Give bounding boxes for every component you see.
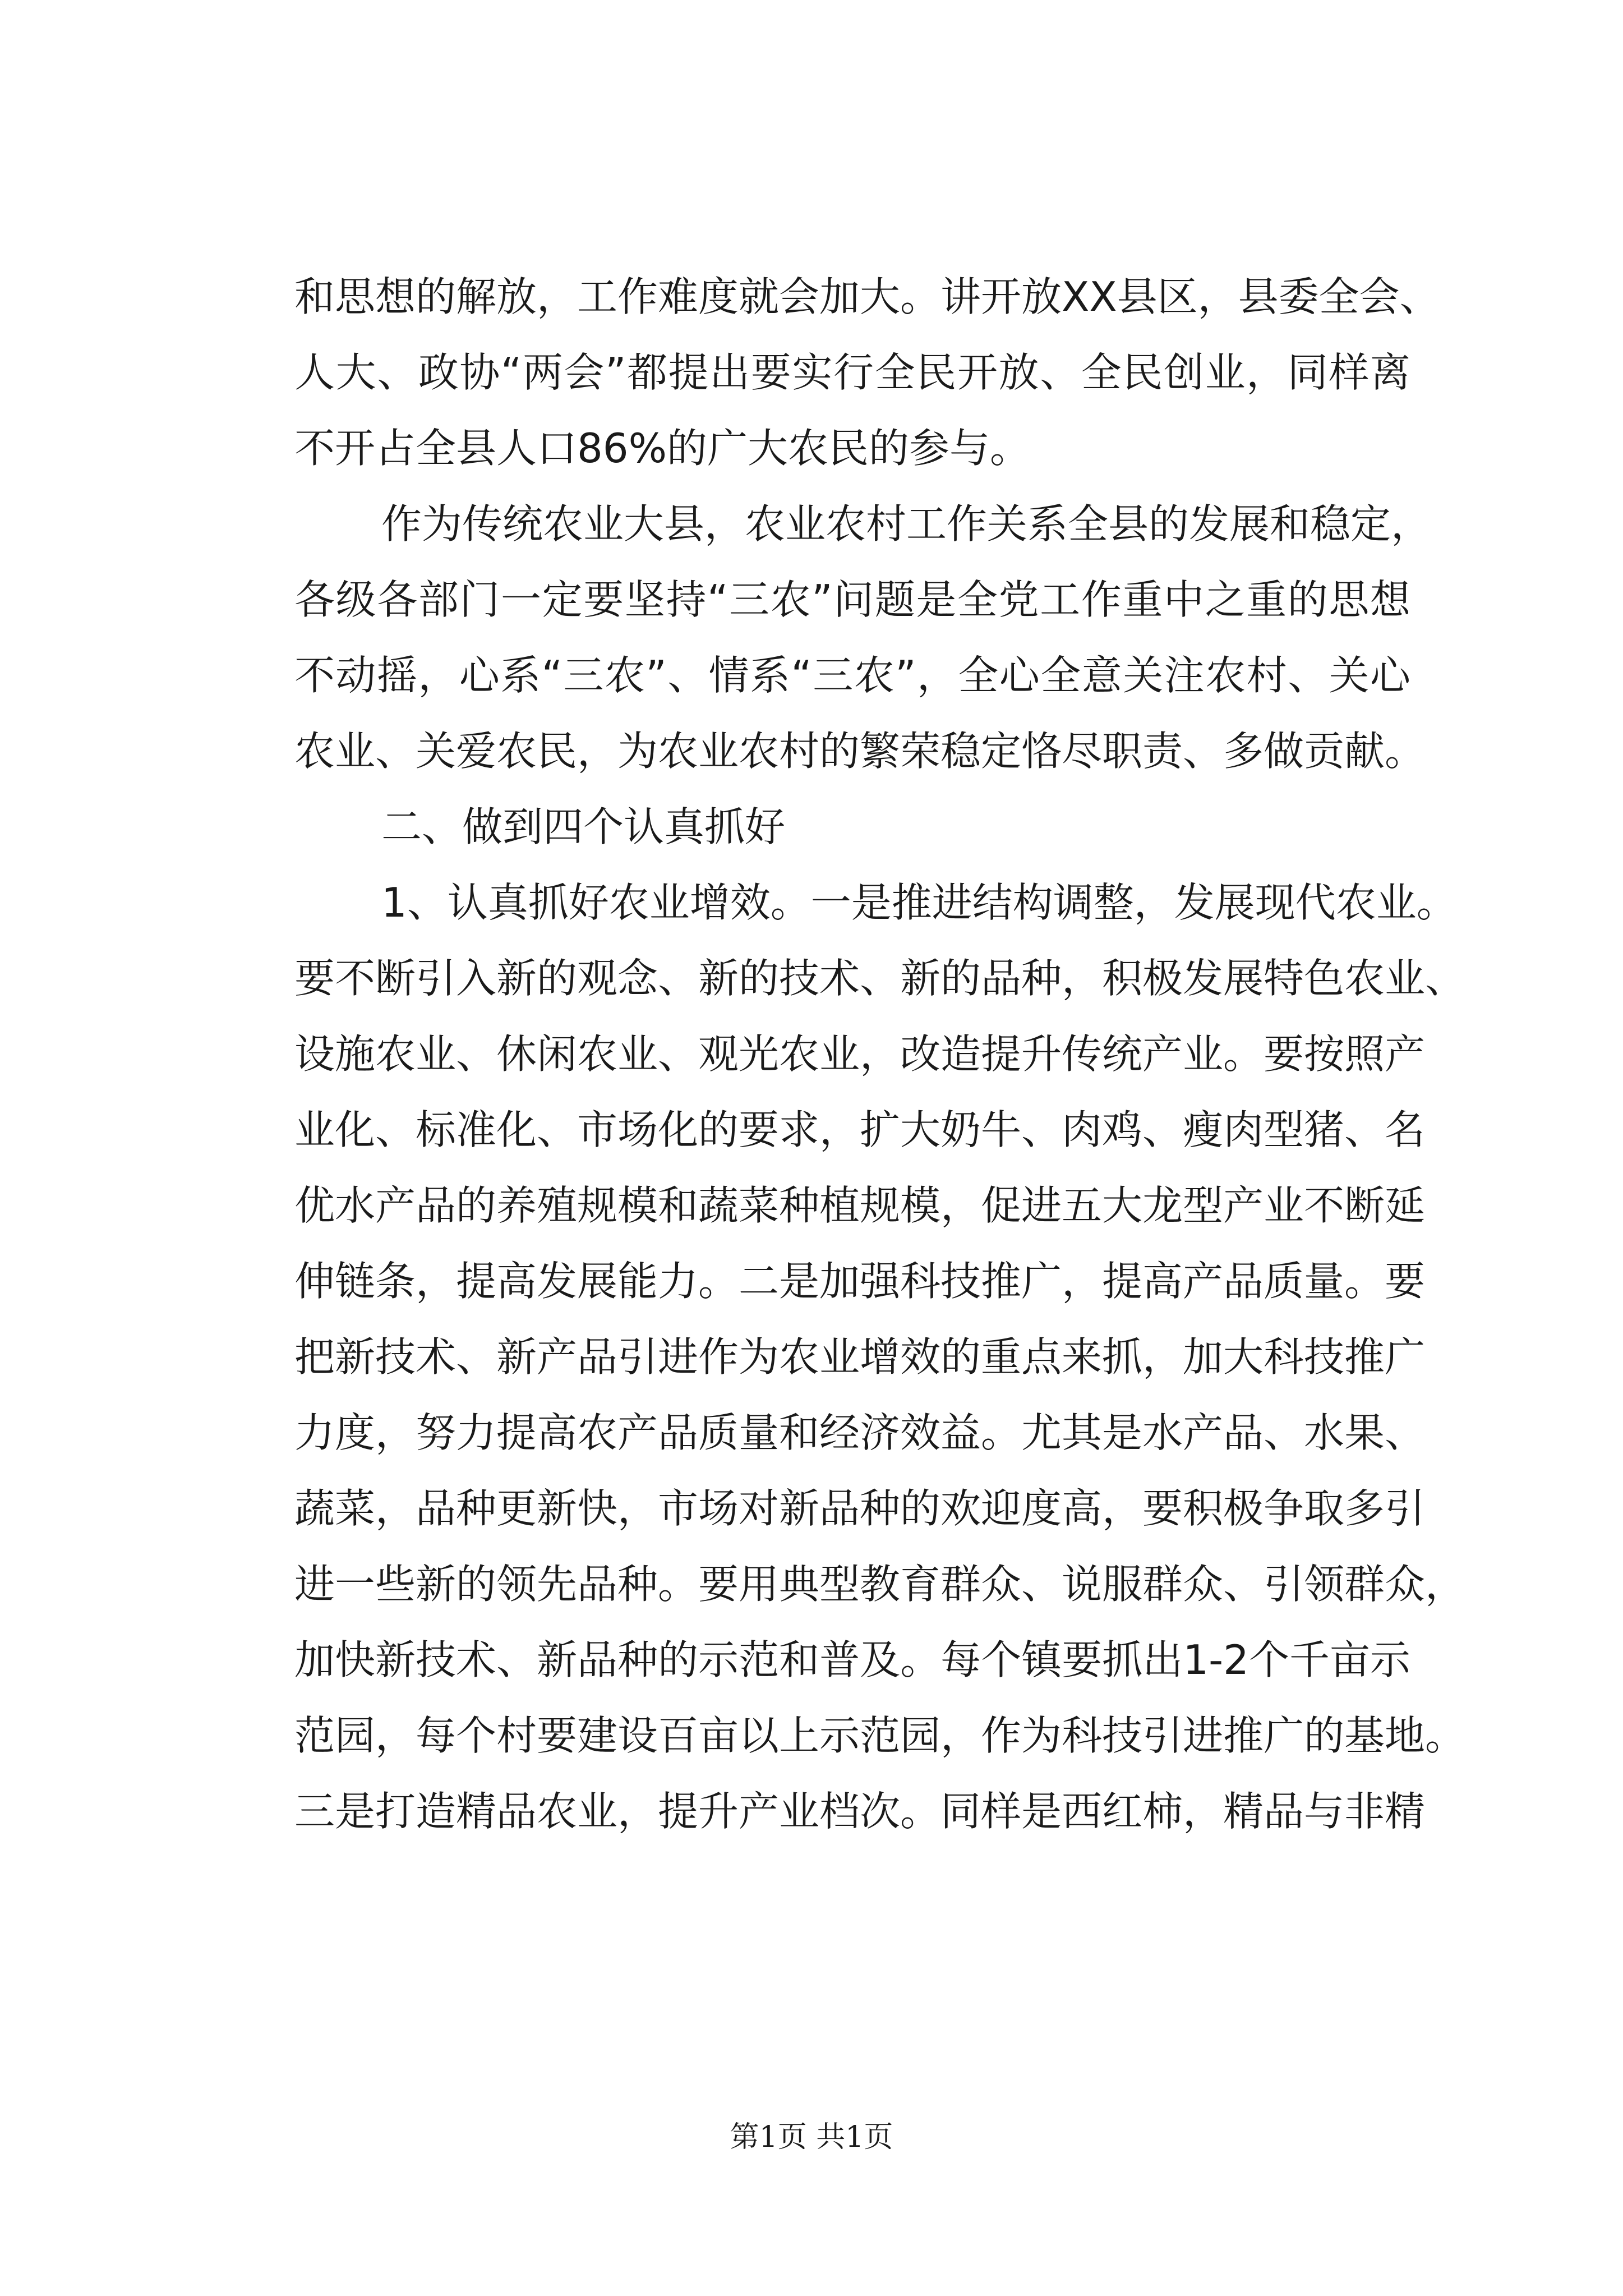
text-line: 作为传统农业大县，农业农村工作关系全县的发展和稳定， <box>381 500 1432 547</box>
text-line: 要不断引入新的观念、新的技术、新的品种，积极发展特色农业、 <box>294 955 1466 1002</box>
text-line: 农业、关爱农民，为农业农村的繁荣稳定恪尽职责、多做贡献。 <box>294 728 1426 775</box>
text-line: 蔬菜，品种更新快，市场对新品种的欢迎度高，要积极争取多引 <box>294 1485 1426 1532</box>
text-line: 伸链条，提高发展能力。二是加强科技推广，提高产品质量。要 <box>294 1258 1426 1305</box>
text-line: 加快新技术、新品种的示范和普及。每个镇要抓出1-2个千亩示 <box>294 1636 1410 1683</box>
text-line: 不动摇，心系“三农”、情系“三农”，全心全意关注农村、关心 <box>294 652 1410 699</box>
text-line: 人大、政协“两会”都提出要实行全民开放、全民创业，同样离 <box>294 349 1410 396</box>
text-line: 三是打造精品农业，提升产业档次。同样是西红柿，精品与非精 <box>294 1788 1426 1835</box>
text-line: 业化、标准化、市场化的要求，扩大奶牛、肉鸡、瘦肉型猪、名 <box>294 1106 1426 1153</box>
document-body <box>294 259 1466 1849</box>
section-heading: 二、做到四个认真抓好 <box>381 803 786 850</box>
text-line: 和思想的解放，工作难度就会加大。讲开放XX县区，县委全会、 <box>294 273 1440 320</box>
text-line: 1、认真抓好农业增效。一是推进结构调整，发展现代农业。 <box>381 879 1457 926</box>
page-footer <box>0 2118 1623 2157</box>
text-line: 不开占全县人口86%的广大农民的参与。 <box>294 425 1031 472</box>
text-line: 把新技术、新产品引进作为农业增效的重点来抓，加大科技推广 <box>294 1333 1426 1381</box>
text-line: 设施农业、休闲农业、观光农业，改造提升传统产业。要按照产 <box>294 1030 1426 1078</box>
page-number-label: 第1页 共1页 <box>730 2120 893 2154</box>
text-line: 范园，每个村要建设百亩以上示范园，作为科技引进推广的基地。 <box>294 1712 1466 1759</box>
text-line: 力度，努力提高农产品质量和经济效益。尤其是水产品、水果、 <box>294 1409 1426 1456</box>
text-line: 各级各部门一定要坚持“三农”问题是全党工作重中之重的思想 <box>294 576 1410 623</box>
text-line: 进一些新的领先品种。要用典型教育群众、说服群众、引领群众， <box>294 1561 1466 1608</box>
text-line: 优水产品的养殖规模和蔬菜种植规模，促进五大龙型产业不断延 <box>294 1182 1426 1229</box>
